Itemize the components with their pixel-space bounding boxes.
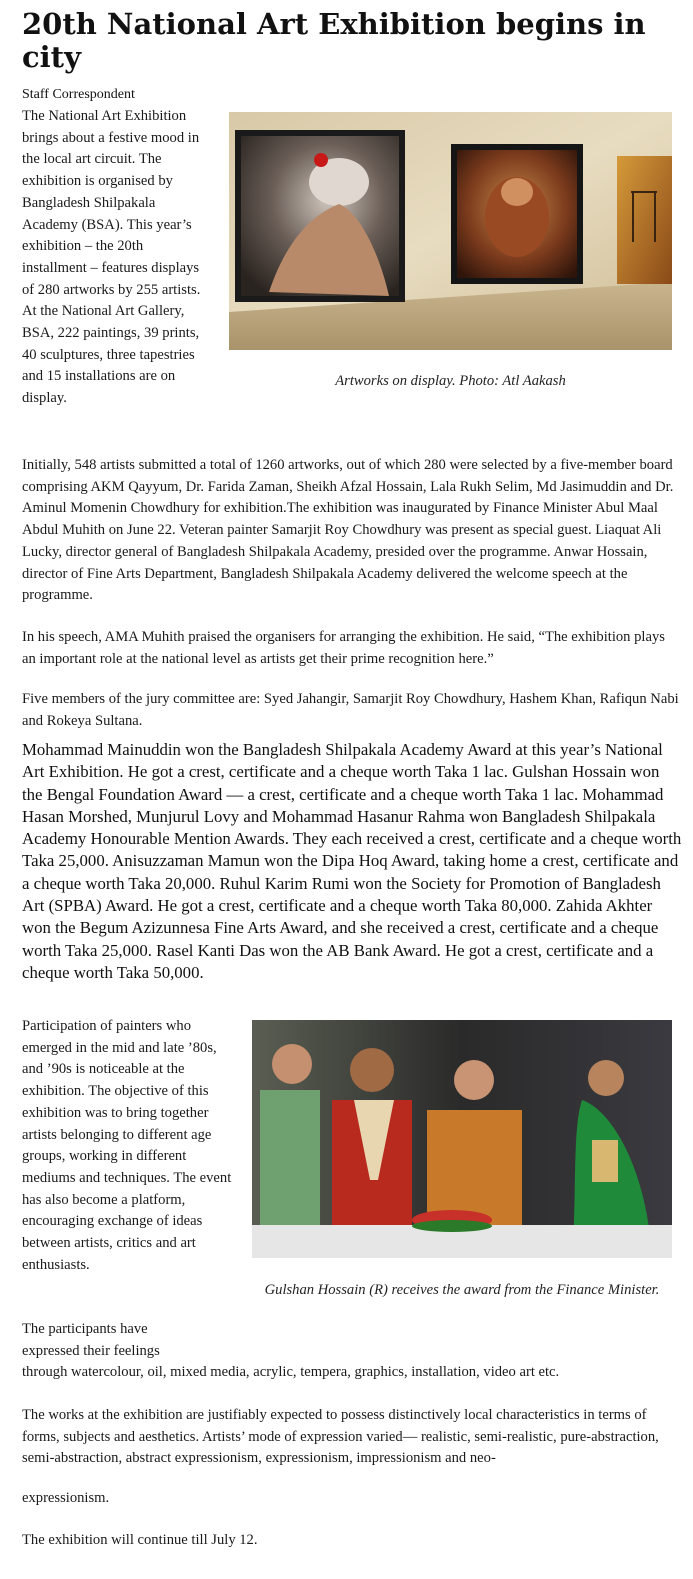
artworks-photo: [229, 112, 672, 350]
paragraph-participation: Participation of painters who emerged in the mid and late ’80s, and ’90s is noticeable at the exhibition. The objective of this exhibition was to bring together artists belonging to different age groups, working in different mediums and techniques. The event has also become a platform, encouraging exchange of ideas between artists, critics and art enthusiasts.: [22, 1018, 232, 1273]
intro-paragraph: The National Art Exhibition brings about a festive mood in the local art circuit. The exhibition is organised by Bangladesh Shilpakala Academy (BSA). This year’s exhibition – the 20th installment – features displays of 280 artworks by 255 artists. At the National Art Gallery, BSA, 222 paintings, 39 prints, 40 sculptures, three tapestries and 15 installations are on display.: [22, 108, 201, 407]
paragraph-closing: The exhibition will continue till July 12.: [22, 1532, 258, 1548]
paragraph-jury: Five members of the jury committee are: Syed Jahangir, Samarjit Roy Chowdhury, Hashem Khan, Rafiqun Nabi and Rokeya Sultana.: [22, 691, 679, 729]
paragraph-participants-line-2: expressed their feelings: [22, 1343, 160, 1359]
byline: Staff Correspondent: [22, 87, 135, 102]
paragraph-participants-line-3: through watercolour, oil, mixed media, acrylic, tempera, graphics, installation, video art etc.: [22, 1364, 560, 1380]
paragraph-works-end: expressionism.: [22, 1490, 110, 1506]
paragraph-speech: In his speech, AMA Muhith praised the organisers for arranging the exhibition. He said, “The exhibition plays an important role at the national level as artists get their prime recognition here.”: [22, 629, 665, 667]
paragraph-awards: Mohammad Mainuddin won the Bangladesh Shilpakala Academy Award at this year’s National Art Exhibition. He got a crest, certificate and a cheque worth Taka 1 lac. Gulshan Hossain won the Bengal Foundation Award — a crest, certificate and a cheque worth Taka 1 lac. Mohammad Hasan Morshed, Munjurul Lovy and Mohammad Hasanur Rahma won Bangladesh Shilpakala Academy Honourable Mention Awards. They each received a crest, certificate and a cheque worth Taka 25,000. Anisuzzaman Mamun won the Dipa Hoq Award, taking home a crest, certificate and a cheque worth Taka 20,000. Ruhul Karim Rumi won the Society for Promotion of Bangladesh Art (SPBA) Award. He got a crest, certificate and a cheque worth Taka 80,000. Zahida Akhter won the Begum Azizunnesa Fine Arts Award, and she received a crest, certificate and a cheque worth Taka 25,000. Rasel Kanti Das won the AB Bank Award. He got a crest, certificate and a cheque worth Taka 50,000.: [22, 740, 682, 982]
paragraph-selection: Initially, 548 artists submitted a total of 1260 artworks, out of which 280 were selected by a five-member board comprising AKM Qayyum, Dr. Farida Zaman, Sheikh Afzal Hossain, Lala Rukh Selim, Md Jasimuddin and Dr. Aminul Momenin Chowdhury for exhibition.The exhibition was inaugurated by Finance Minister Abul Maal Abdul Muhith on June 22. Veteran painter Samarjit Roy Chowdhury was present as special guest. Liaquat Ali Lucky, director general of Bangladesh Shilpakala Academy, presided over the programme. Anwar Hossain, director of Fine Arts Department, Bangladesh Shilpakala Academy delivered the welcome speech at the programme.: [22, 457, 674, 604]
paragraph-participants-line-1: The participants have: [22, 1321, 148, 1337]
paragraph-works: The works at the exhibition are justifiably expected to possess distinctively local characteristics in terms of forms, subjects and aesthetics. Artists’ mode of expression varied— realistic, semi-realistic, pure-abstraction, semi-abstraction, abstract expressionism, expressionism, impressionism and neo-: [22, 1407, 659, 1467]
award-ceremony-photo: [252, 1020, 672, 1258]
headline: 20th National Art Exhibition begins in city: [22, 7, 646, 74]
photo-caption-award: Gulshan Hossain (R) receives the award from the Finance Minister.: [264, 1282, 660, 1298]
photo-caption-artworks: Artworks on display. Photo: Atl Aakash: [335, 373, 566, 389]
